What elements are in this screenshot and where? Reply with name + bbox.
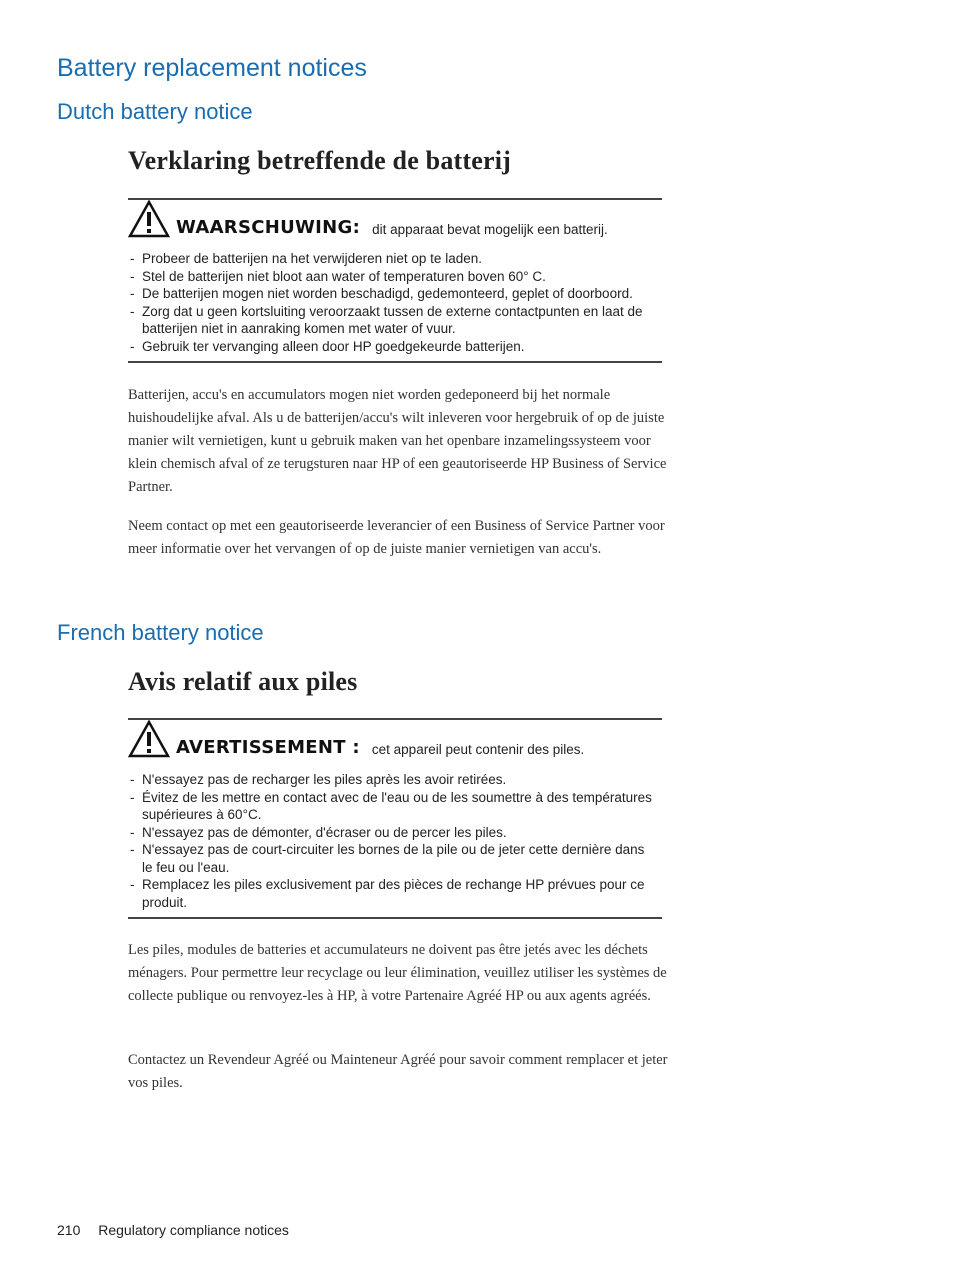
dutch-paragraph-1: Batterijen, accu's en accumulators mogen niet worden gedeponeerd bij het normale huishoudelijke afval. Als u de batterijen/accu's wilt inleveren voor hergebruik of op de juiste manier wilt vernietigen, kunt u gebruik maken van het openbare inzamelingssysteem voor klein chemisch afval of ze terugsturen naar HP of een geautoriseerde HP Business of Service Partner. <box>128 387 667 495</box>
french-warning-row <box>128 720 584 758</box>
dutch-notice-title: Verklaring betreffende de batterij <box>128 146 512 175</box>
list-item: - Remplacez les piles exclusivement par des pièces de rechange HP prévues pour ce produit. <box>128 876 658 911</box>
french-paragraph-1: Les piles, modules de batteries et accumulateurs ne doivent pas être jetés avec les déchets ménagers. Pour permettre leur recyclage ou leur élimination, veuillez utiliser les systèmes de collecte publique ou renvoyez-les à HP, à votre Partenaire Agréé HP ou aux agents agréés. <box>128 942 667 1004</box>
list-item: - De batterijen mogen niet worden beschadigd, gedemonteerd, geplet of doorboord. <box>128 285 658 303</box>
list-item: - N'essayez pas de court-circuiter les bornes de la pile ou de jeter cette dernière dans le feu ou l'eau. <box>128 841 658 876</box>
footer-section-title: Regulatory compliance notices <box>98 1222 289 1238</box>
list-item: - Probeer de batterijen na het verwijderen niet op te laden. <box>128 250 658 268</box>
page-footer <box>57 1222 289 1238</box>
dutch-bottom-rule <box>128 361 662 363</box>
french-paragraph-2: Contactez un Revendeur Agréé ou Mainteneur Agréé pour savoir comment remplacer et jeter vos piles. <box>128 1052 668 1091</box>
warning-triangle-icon <box>128 720 170 758</box>
french-notice-title: Avis relatif aux piles <box>128 667 358 696</box>
list-item: - Zorg dat u geen kortsluiting veroorzaakt tussen de externe contactpunten en laat de batterijen niet in aanraking komen met water of vuur. <box>128 303 658 338</box>
french-warning-text: cet appareil peut contenir des piles. <box>371 742 585 757</box>
dutch-warning-row <box>128 200 608 238</box>
dutch-warning-word: WAARSCHUWING: <box>176 217 361 238</box>
dutch-heading: Dutch battery notice <box>57 99 253 124</box>
warning-triangle-icon <box>128 200 170 238</box>
french-bottom-rule <box>128 917 662 919</box>
list-item: - N'essayez pas de recharger les piles après les avoir retirées. <box>128 771 658 789</box>
french-notice <box>128 667 668 1097</box>
dutch-paragraph-2: Neem contact op met een geautoriseerde leverancier of een Business of Service Partner voor meer informatie over het vervangen of op de juiste manier vernietigen van accu's. <box>128 518 665 557</box>
french-heading: French battery notice <box>57 620 264 645</box>
page-title: Battery replacement notices <box>57 54 367 82</box>
list-item: - N'essayez pas de démonter, d'écraser ou de percer les piles. <box>128 824 658 842</box>
french-warning-word: AVERTISSEMENT : <box>176 737 360 758</box>
dutch-bullet-list <box>128 250 658 355</box>
list-item: - Évitez de les mettre en contact avec de l'eau ou de les soumettre à des températures supérieures à 60°C. <box>128 789 658 824</box>
list-item: - Gebruik ter vervanging alleen door HP goedgekeurde batterijen. <box>128 338 658 356</box>
dutch-warning-text: dit apparaat bevat mogelijk een batterij. <box>372 222 608 237</box>
dutch-notice <box>128 146 668 586</box>
list-item: - Stel de batterijen niet bloot aan water of temperaturen boven 60° C. <box>128 268 658 286</box>
page-number: 210 <box>57 1222 81 1238</box>
french-bullet-list <box>128 771 658 911</box>
